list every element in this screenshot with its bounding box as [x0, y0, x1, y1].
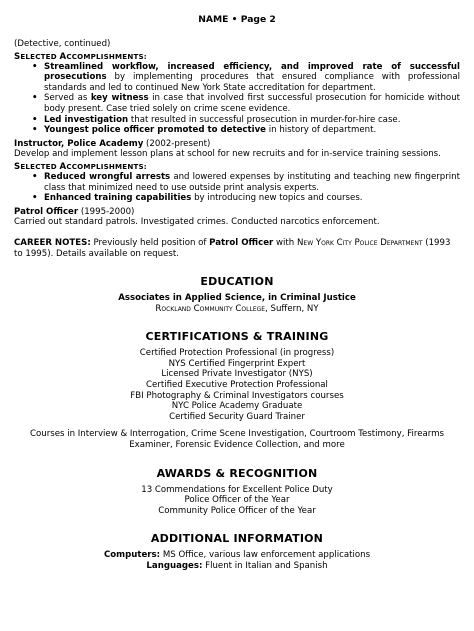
education-section: [14, 275, 460, 314]
detective-accomplishments-list: [14, 62, 460, 136]
courses-list: Courses in Interview & Interrogation, Crime Scene Investigation, Courtroom Testimony, Firearms Examiner, Forensic Evidence Collection, and more: [30, 429, 444, 451]
instructor-accomplishments-list: [14, 172, 460, 204]
school: Rockland Community College, Suffern, NY: [155, 303, 319, 314]
certification-item: Licensed Private Investigator (NYS): [161, 369, 313, 380]
award-item: Police Officer of the Year: [184, 495, 290, 506]
detective-continued: (Detective, continued): [14, 39, 111, 49]
header-separator: •: [231, 14, 238, 25]
accomplishment-item: • Led investigation that resulted in successful prosecution in murder-for-hire case.: [44, 115, 460, 126]
certification-item: NYS Certified Fingerprint Expert: [168, 358, 306, 369]
instructor-job-title: Instructor, Police Academy (2002-present): [14, 138, 211, 149]
awards-section: [14, 467, 460, 517]
award-item: Community Police Officer of the Year: [158, 505, 316, 516]
header-page-number: Page 2: [240, 14, 276, 25]
selected-accomplishments-label: SELECTED ACCOMPLISHMENTS:: [14, 161, 147, 172]
accomplishment-item: • Streamlined workflow, increased efficiency, and improved rate of successful prosecutions by implementing procedures that ensured compliance with professional standards and led to continued New York State accreditation for department.: [44, 62, 460, 94]
accomplishment-item: • Youngest police officer promoted to detective in history of department.: [44, 125, 460, 136]
page-header: [14, 14, 460, 26]
certification-item: Certified Security Guard Trainer: [169, 411, 305, 422]
selected-accomplishments-label: SELECTED ACCOMPLISHMENTS:: [14, 51, 147, 62]
career-notes: CAREER NOTES: Previously held position of Patrol Officer with New York City Police Department (1993 to 1995). Details available on request.: [14, 237, 451, 259]
instructor-description: Develop and implement lesson plans at school for new recruits and for in-service training sessions.: [14, 149, 441, 160]
certification-item: Certified Protection Professional (in progress): [139, 348, 335, 359]
computers-line: Computers: MS Office, various law enforcement applications: [103, 550, 371, 561]
section-title: AWARDS & RECOGNITION: [156, 466, 318, 480]
certification-item: FBI Photography & Criminal Investigators courses: [130, 390, 344, 401]
section-title: EDUCATION: [200, 275, 274, 289]
patrol-job-title: Patrol Officer (1995-2000): [14, 206, 135, 217]
languages-line: Languages: Fluent in Italian and Spanish: [146, 561, 328, 571]
accomplishment-item: • Reduced wrongful arrests and lowered expenses by instituting and teaching new fingerprint class that minimized need to use outside print analysis experts.: [44, 172, 460, 193]
section-title: CERTIFICATIONS & TRAINING: [145, 330, 329, 344]
certifications-section: [14, 330, 460, 450]
section-title: ADDITIONAL INFORMATION: [150, 532, 324, 546]
additional-info-section: [14, 532, 460, 571]
certification-item: Certified Executive Protection Professional: [146, 380, 328, 391]
header-name: NAME: [198, 14, 229, 25]
certification-item: NYC Police Academy Graduate: [171, 401, 303, 412]
accomplishment-item: • Enhanced training capabilities by introducing new topics and courses.: [44, 193, 460, 204]
accomplishment-item: • Served as key witness in case that involved first successful prosecution for homicide without body present. Case tried solely on crime scene evidence.: [44, 93, 460, 114]
patrol-description: Carried out standard patrols. Investigated crimes. Conducted narcotics enforcement.: [14, 217, 380, 228]
award-item: 13 Commendations for Excellent Police Duty: [141, 484, 333, 495]
degree: Associates in Applied Science, in Criminal Justice: [118, 293, 356, 304]
